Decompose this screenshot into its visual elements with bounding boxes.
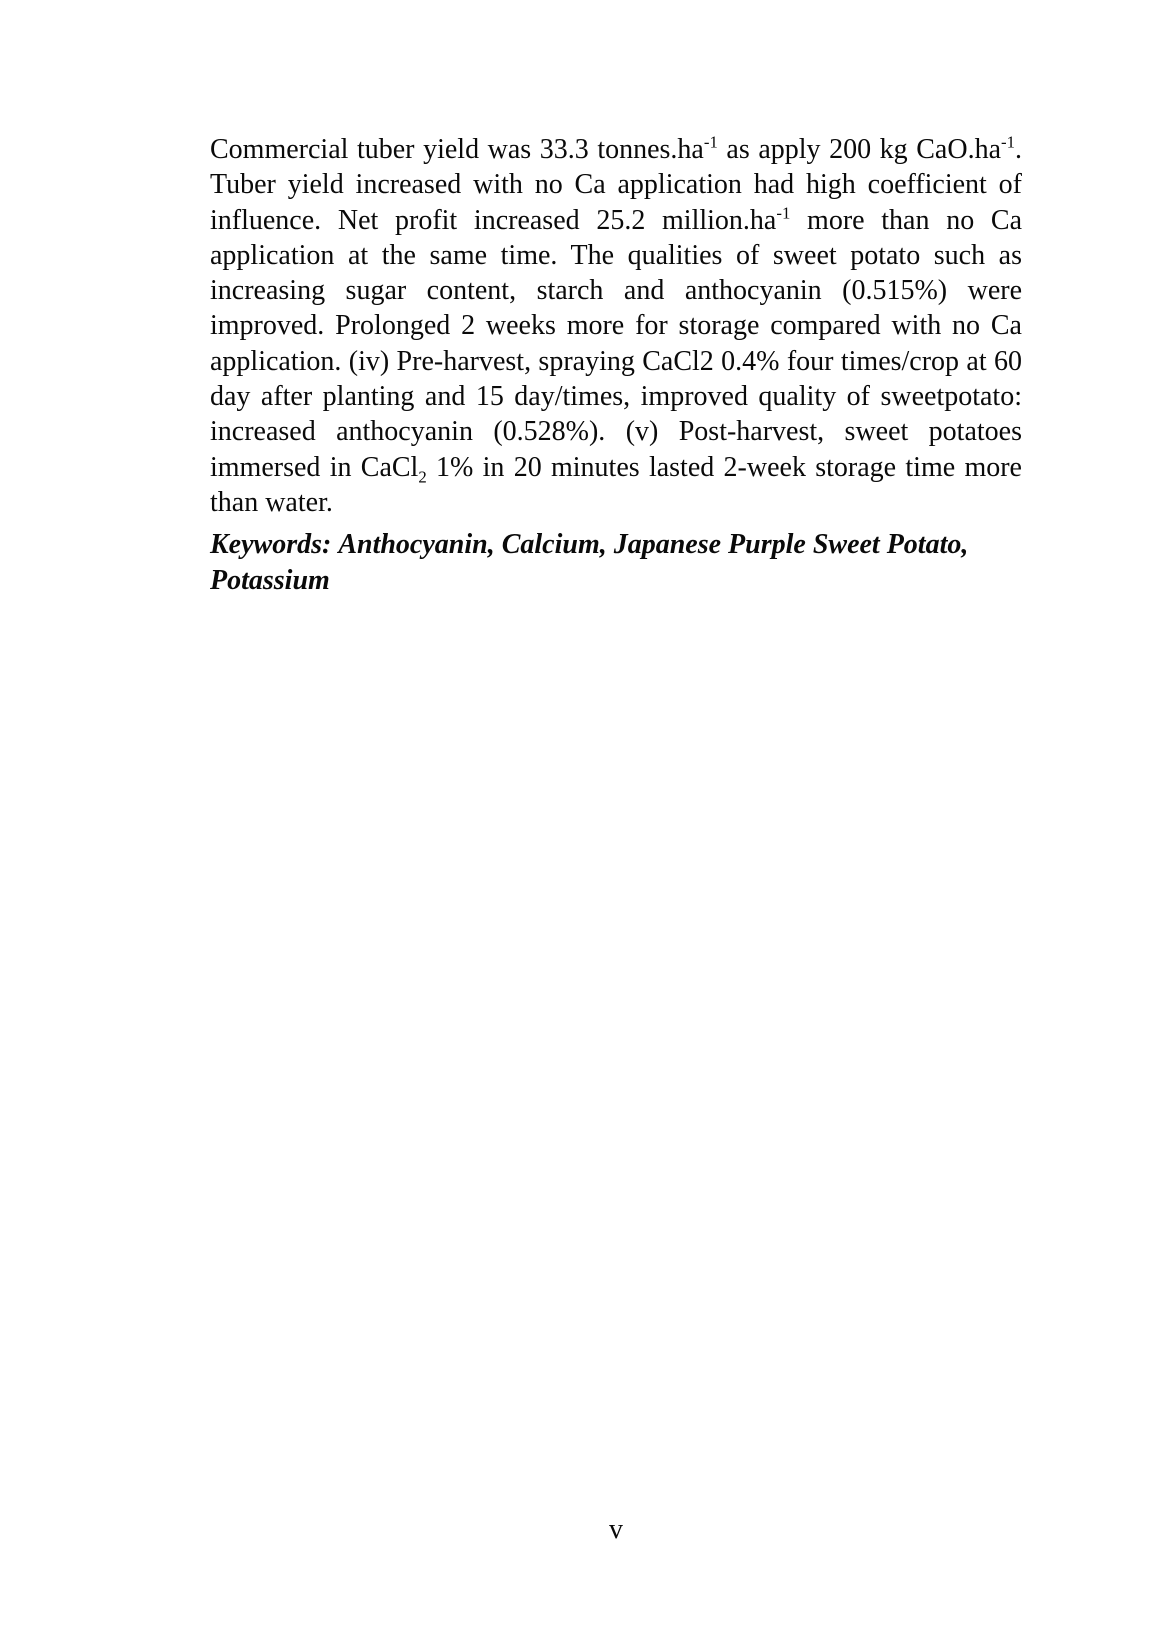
abstract-paragraph: Commercial tuber yield was 33.3 $tonnes.ha^{-1}$ as apply 200 kg $CaO.ha^{-1}$. Tuber yield increased with no Ca application had high coefficient of influence. Net profit increased 25.2 $million.ha^{-1}$ more than no Ca application at the same time. The qualities of sweet potato such as increasing sugar content, starch and anthocyanin (0.515%) were improved. Prolonged 2 weeks more for storage compared with no Ca application. (iv) Pre-harvest, spraying CaCl2 0.4% four times/crop at 60 day after planting and 15 day/times, improved quality of sweetpotato: increased anthocyanin (0.528%). (v) Post-harvest, sweet potatoes immersed in CaCl$_2$ 1% in 20 minutes lasted 2-week storage time more than water. — [210, 132, 1022, 518]
page-number: v — [609, 1514, 623, 1545]
keywords-text: Anthocyanin, Calcium, Japanese Purple Sweet Potato, Potassium — [210, 529, 969, 596]
keywords-label: Keywords: — [210, 529, 332, 561]
abstract-content — [210, 132, 1022, 598]
keywords-line — [210, 527, 1022, 598]
